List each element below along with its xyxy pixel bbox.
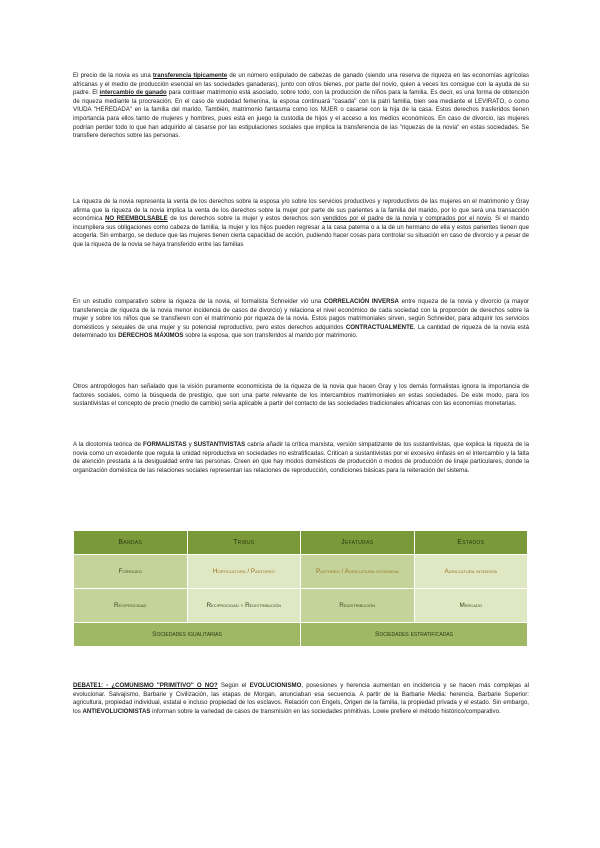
header-tribus: Tribus [187, 531, 301, 555]
cell-mercado: Mercado [414, 589, 528, 623]
table-row-exchange [74, 589, 528, 623]
header-jefaturas: Jefaturas [301, 531, 415, 555]
table-row-subsistence [74, 555, 528, 589]
paragraph-bride-price: El precio de la novia es una transferencia típicamente de un número estipulado de cabezas de ganado (siendo una reserva de riqueza en las economías agrícolas africanas y el medio de producción esencial en las sociedades ganaderas), junto con otros bienes, por parte del novio, quien a veces los consigue con la ayuda de su padre. El intercambio de ganado para contraer matrimonio está asociado, sobre todo, con la producción de niños para la familia. Es decir, es una forma de obtención de riqueza mediante la procreación. En el caso de viudedad femenina, la esposa continuará "casada" con la patri familia, bien sea mediante el LEVIRATO, o como VIUDA "HEREDADA" en la familia del marido. También, matrimonio fantasma como los NUER o casarse con la hija de la casa. Estos derechos trasferidos tienen importancia para ellos tanto de mujeres y hombres, pues está en juego la custodia de hijos y el acceso a los medios económicos. En caso de divorcio, las mujeres podrían perder todo lo que han adquirido al casarse por las estipulaciones sociales que implica la transferencia de las "riquezas de la novia" en estas sociedades. Se transfiere derechos sobre las personas. [73, 72, 529, 140]
table-header-row [74, 531, 528, 555]
header-bandas: Bandas [74, 531, 188, 555]
cell-igualitarias: Sociedades igualitarias [74, 623, 301, 647]
cell-forrajeo: Forrajeo [74, 555, 188, 589]
table-footer-row [74, 623, 528, 647]
societies-classification-table [73, 530, 528, 647]
cell-reciprocidad-redistribucion: Reciprocidad y Redistribución [187, 589, 301, 623]
paragraph-bride-wealth: La riqueza de la novia representa la venta de los derechos sobre la esposa y/o sobre los servicios productivos y reproductivos de las mujeres en el matrimonio y Gray afirma que la riqueza de la novia implica la venta de los derechos sobre la mujer por parte de sus parientes a la familia del marido, por lo que será una transacción económica NO REEMBOLSABLE de los derechos sobre la mujer y estos derechos son vendidos por el padre de la novia y comprados por el novio. Si el marido incumpliera sus obligaciones como cabeza de familia, la mujer y los hijos pueden regresar a la casa paterna o a la de un hermano de ella y estos parientes tienen que acogerla. Sin embargo, se deduce que las mujeres tienen cierta capacidad de acción, pudiendo hacer cosas para controlar su situación en caso de divorcio y a pesar de que la riqueza de la novia se haya transferido entre las familias [73, 198, 529, 248]
cell-redistribucion: Redistribución [301, 589, 415, 623]
cell-reciprocidad: Reciprocidad [74, 589, 188, 623]
cell-agricultura: Agricultura intensiva [414, 555, 528, 589]
cell-horticultura: Horticultura / Pastoreo [187, 555, 301, 589]
header-estados: Estados [414, 531, 528, 555]
paragraph-debate: DEBATE1: - ¿COMUNISMO "PRIMITIVO" O NO? Según el EVOLUCIONISMO, posesiones y herencia aumentan en incidencia y se hacen más complejas al evolucionar. Salvajismo, Barbarie y Civilización, las etapas de Morgan, anunciaban esa secuencia. A partir de la Barbarie Media: herencia. Barbarie Superior: agricultura, propiedad individual, estatal e incluso propiedad de los esclavos. Relación con Engels, Origen de la familia, la propiedad privada y el estado. Sin embargo, los ANTIEVOLUCIONISTAS informan sobre la variedad de casos de transmisión en las sociedades primitivas. Lowie prefiere el método histórico/comparativo. [73, 682, 529, 715]
paragraph-schneider: En un estudio comparativo sobre la riqueza de la novia, el formalista Schneider vió una CORRELACIÓN INVERSA entre riqueza de la novia y divorcio (a mayor transferencia de riqueza de la novia menor incidencia de casos de divorcio) y relaciona el nivel económico de cada sociedad con la proporción de derechos sobre la mujer y sobre los niños que se transfieren con el matrimonio por riqueza de la novia. Estos pagos matrimoniales sirven, según Schneider, para adquirir los servicios domésticos y sexuales de una mujer y su potencial reproductivo, pero estos derechos adquiridos CONTRACTUALMENTE. La cantidad de riqueza de la novia está determinado los DERECHOS MÁXIMOS sobre la esposa, que son transferidos al marido por matrimonio. [73, 298, 529, 340]
paragraph-marxist-critique: A la dicotomía teórica de FORMALISTAS y SUSTANTIVISTAS cabría añadir la crítica marxista, versión simpatizante de los sustantivistas, que explica la riqueza de la novia como un excedente que regula la unidad reproductiva en sociedades no estratificadas. Critican a sustantivistas por el excesivo énfasis en el intercambio y la falta de atención prestada a la desigualdad entre las personas. Creen en que hay modos domésticos de producción o modos de producción de linaje particulares, donde la organización doméstica de las relaciones sociales representan las relaciones de reproducción, condiciones básicas para la reiteración del sistema. [73, 441, 529, 474]
paragraph-substantivists: Otros antropólogos han señalado que la visión puramente economicista de la riqueza de la novia que hacen Gray y los demás formalistas ignora la importancia de factores sociales, como la búsqueda de prestigio, que son una parte relevante de los intercambios matrimoniales en estas sociedades. De este modo, para los sustantivistas el concepto de precio (medio de cambio) sería aplicable a partir del contacto de las sociedades tradicionales africanas con las economías monetarias. [73, 383, 529, 408]
cell-estratificadas: Sociedades estratificadas [301, 623, 528, 647]
cell-pastoreo: Pastoreo / Agricultura extensiva [301, 555, 415, 589]
